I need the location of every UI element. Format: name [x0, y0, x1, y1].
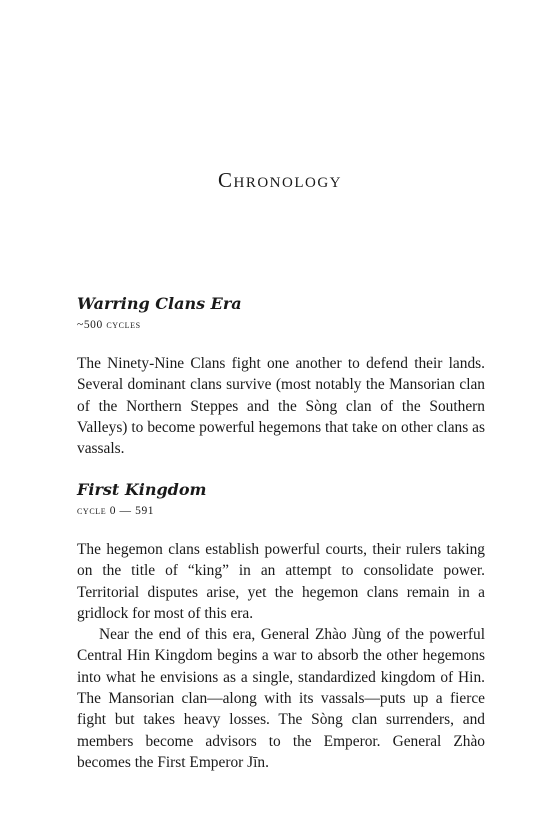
section-first-kingdom [77, 480, 485, 773]
section-body [77, 539, 485, 773]
section-heading: Warring Clans Era [77, 294, 242, 313]
body-paragraph: The hegemon clans establish powerful courts, their rulers taking on the title of “king” in an attempt to consolidate power. Territorial disputes arise, yet the hegemon clans remain in a gridlock for most of this era. [77, 541, 485, 622]
section-date-range: cycle 0 — 591 [77, 505, 155, 517]
section-body [77, 353, 485, 459]
section-heading: First Kingdom [77, 480, 207, 499]
section-date-range: ~500 cycles [77, 319, 141, 331]
section-warring-clans-era [77, 294, 485, 459]
body-paragraph: Near the end of this era, General Zhào Jùng of the powerful Central Hin Kingdom begins a war to absorb the other hegemons into what he envisions as a single, standardized kingdom of Hin. The Mansorian clan—along with its vassals—puts up a fierce fight but takes heavy losses. The Sòng clan surrenders, and members become advisors to the Emperor. General Zhào becomes the First Emperor Jīn. [77, 626, 485, 771]
chapter-title: Chronology [217, 168, 342, 192]
body-paragraph: The Ninety-Nine Clans fight one another to defend their lands. Several dominant clans survive (most notably the Mansorian clan of the Northern Steppes and the Sòng clan of the Southern Valleys) to become powerful hegemons that take on other clans as vassals. [77, 355, 485, 458]
